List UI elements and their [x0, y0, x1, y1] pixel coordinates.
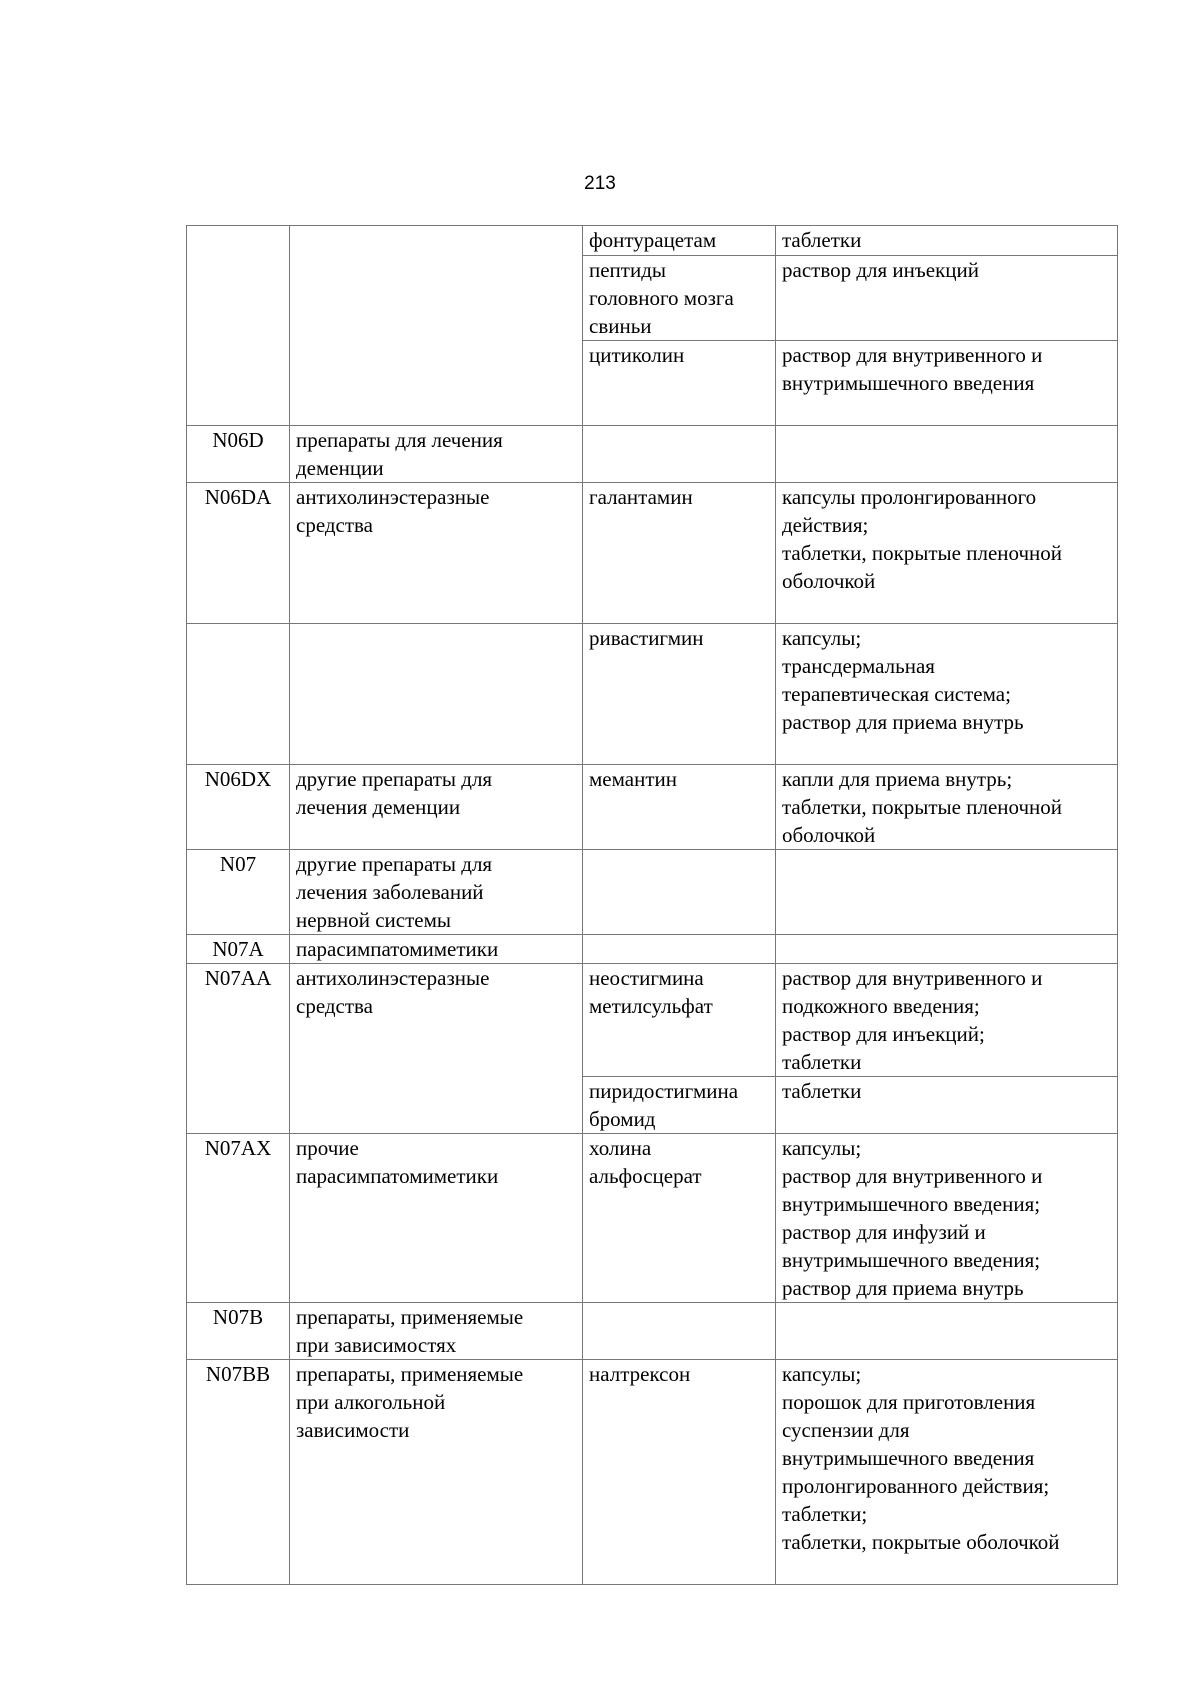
- cell-text-line: таблетки;: [782, 1502, 868, 1526]
- atc-code-cell: [187, 1303, 290, 1360]
- atc-code-cell: [187, 964, 290, 1134]
- cell-text-line: подкожного введения;: [782, 994, 980, 1018]
- group-name-cell: [290, 935, 583, 964]
- cell-text-line: N07A: [212, 937, 264, 961]
- cell-text-line: пептиды: [589, 258, 667, 282]
- group-name-cell: [290, 964, 583, 1134]
- cell-text-line: галантамин: [589, 485, 693, 509]
- cell-text-line: N07B: [212, 1305, 264, 1329]
- cell-text-line: оболочкой: [782, 823, 876, 847]
- cell-text-line: N06DA: [204, 485, 272, 509]
- dosage-form-cell: [776, 483, 1118, 624]
- dosage-form-cell: [776, 1077, 1118, 1134]
- table-row: [187, 624, 1118, 765]
- cell-text-line: альфосцерат: [589, 1164, 702, 1188]
- table-row: [187, 1134, 1118, 1303]
- atc-code-cell: [187, 765, 290, 850]
- drug-name-cell: [583, 226, 776, 256]
- cell-text-line: цитиколин: [589, 343, 685, 367]
- cell-text-line: внутримышечного введения;: [782, 1192, 1041, 1216]
- table-row: [187, 964, 1118, 1077]
- cell-text-line: терапевтическая система;: [782, 682, 1011, 706]
- cell-text-line: N06D: [212, 428, 264, 452]
- drug-name-cell: [583, 341, 776, 426]
- cell-text-line: раствор для инъекций: [782, 258, 979, 282]
- table-row: [187, 1360, 1118, 1585]
- group-name-cell: [290, 426, 583, 483]
- atc-code-cell: [187, 226, 290, 426]
- dosage-form-cell: [776, 341, 1118, 426]
- drug-name-cell: [583, 765, 776, 850]
- dosage-form-cell: [776, 226, 1118, 256]
- table-row: [187, 226, 1118, 256]
- group-name-cell: [290, 1134, 583, 1303]
- cell-text-line: препараты для лечения: [296, 428, 503, 452]
- cell-text-line: парасимпатомиметики: [296, 937, 499, 961]
- cell-text-line: свиньи: [589, 314, 652, 338]
- cell-text-line: внутримышечного введения;: [782, 1248, 1041, 1272]
- cell-text-line: N06DX: [204, 767, 272, 791]
- cell-text-line: деменции: [296, 456, 384, 480]
- cell-text-line: другие препараты для: [296, 767, 493, 791]
- cell-text-line: раствор для внутривенного и: [782, 1164, 1043, 1188]
- atc-code-cell: [187, 426, 290, 483]
- dosage-form-cell: [776, 256, 1118, 341]
- cell-text-line: парасимпатомиметики: [296, 1164, 499, 1188]
- drug-name-cell: [583, 1303, 776, 1360]
- table-row: [187, 935, 1118, 964]
- dosage-form-cell: [776, 935, 1118, 964]
- cell-text-line: мемантин: [589, 767, 677, 791]
- cell-text-line: оболочкой: [782, 569, 876, 593]
- cell-text-line: при зависимостях: [296, 1333, 457, 1357]
- drug-name-cell: [583, 483, 776, 624]
- cell-text-line: прочие: [296, 1136, 359, 1160]
- table-row: [187, 850, 1118, 935]
- group-name-cell: [290, 1303, 583, 1360]
- drug-name-cell: [583, 964, 776, 1077]
- table-row: [187, 765, 1118, 850]
- page-number: 213: [584, 173, 616, 194]
- group-name-cell: [290, 624, 583, 765]
- cell-text-line: нервной системы: [296, 908, 451, 932]
- cell-text-line: капсулы пролонгированного: [782, 485, 1037, 509]
- table-row: [187, 426, 1118, 483]
- group-name-cell: [290, 850, 583, 935]
- cell-text-line: головного мозга: [589, 286, 734, 310]
- atc-code-cell: [187, 1360, 290, 1585]
- table-row: [187, 1303, 1118, 1360]
- cell-text-line: таблетки: [782, 228, 862, 252]
- cell-text-line: N07: [219, 852, 257, 876]
- cell-text-line: N07BB: [205, 1362, 271, 1386]
- dosage-form-cell: [776, 1303, 1118, 1360]
- drug-name-cell: [583, 426, 776, 483]
- cell-text-line: внутримышечного введения: [782, 371, 1035, 395]
- dosage-form-cell: [776, 1134, 1118, 1303]
- cell-text-line: пролонгированного действия;: [782, 1474, 1050, 1498]
- cell-text-line: таблетки: [782, 1050, 862, 1074]
- group-name-cell: [290, 483, 583, 624]
- drug-name-cell: [583, 624, 776, 765]
- cell-text-line: зависимости: [296, 1418, 410, 1442]
- group-name-cell: [290, 1360, 583, 1585]
- dosage-form-cell: [776, 964, 1118, 1077]
- table-row: [187, 483, 1118, 624]
- atc-code-cell: [187, 483, 290, 624]
- cell-text-line: раствор для приема внутрь: [782, 710, 1024, 734]
- dosage-form-cell: [776, 426, 1118, 483]
- drug-name-cell: [583, 850, 776, 935]
- cell-text-line: препараты, применяемые: [296, 1305, 524, 1329]
- cell-text-line: холина: [589, 1136, 652, 1160]
- group-name-cell: [290, 226, 583, 426]
- cell-text-line: трансдермальная: [782, 654, 935, 678]
- drug-name-cell: [583, 1077, 776, 1134]
- cell-text-line: налтрексон: [589, 1362, 691, 1386]
- group-name-cell: [290, 765, 583, 850]
- cell-text-line: лечения деменции: [296, 795, 461, 819]
- cell-text-line: неостигмина: [589, 966, 704, 990]
- cell-text-line: действия;: [782, 513, 869, 537]
- cell-text-line: антихолинэстеразные: [296, 966, 490, 990]
- cell-text-line: порошок для приготовления: [782, 1390, 1036, 1414]
- cell-text-line: бромид: [589, 1107, 656, 1131]
- atc-code-cell: [187, 624, 290, 765]
- cell-text-line: другие препараты для: [296, 852, 493, 876]
- cell-text-line: метилсульфат: [589, 994, 713, 1018]
- cell-text-line: раствор для инфузий и: [782, 1220, 986, 1244]
- cell-text-line: средства: [296, 994, 374, 1018]
- cell-text-line: капсулы;: [782, 1362, 862, 1386]
- drug-table: [186, 225, 1118, 1585]
- drug-name-cell: [583, 256, 776, 341]
- atc-code-cell: [187, 1134, 290, 1303]
- cell-text-line: N07AA: [204, 966, 272, 990]
- atc-code-cell: [187, 935, 290, 964]
- cell-text-line: раствор для приема внутрь: [782, 1276, 1024, 1300]
- dosage-form-cell: [776, 1360, 1118, 1585]
- cell-text-line: антихолинэстеразные: [296, 485, 490, 509]
- drug-name-cell: [583, 935, 776, 964]
- atc-code-cell: [187, 850, 290, 935]
- drug-name-cell: [583, 1134, 776, 1303]
- cell-text-line: таблетки, покрытые оболочкой: [782, 1530, 1060, 1554]
- cell-text-line: раствор для внутривенного и: [782, 343, 1043, 367]
- dosage-form-cell: [776, 624, 1118, 765]
- cell-text-line: лечения заболеваний: [296, 880, 484, 904]
- cell-text-line: N07AX: [204, 1136, 272, 1160]
- cell-text-line: средства: [296, 513, 374, 537]
- cell-text-line: раствор для инъекций;: [782, 1022, 985, 1046]
- cell-text-line: фонтурацетам: [589, 228, 717, 252]
- cell-text-line: пиридостигмина: [589, 1079, 739, 1103]
- cell-text-line: препараты, применяемые: [296, 1362, 524, 1386]
- cell-text-line: таблетки: [782, 1079, 862, 1103]
- cell-text-line: раствор для внутривенного и: [782, 966, 1043, 990]
- cell-text-line: внутримышечного введения: [782, 1446, 1035, 1470]
- cell-text-line: суспензии для: [782, 1418, 910, 1442]
- drug-name-cell: [583, 1360, 776, 1585]
- cell-text-line: ривастигмин: [589, 626, 704, 650]
- cell-text-line: при алкогольной: [296, 1390, 446, 1414]
- cell-text-line: таблетки, покрытые пленочной: [782, 541, 1063, 565]
- cell-text-line: капсулы;: [782, 626, 862, 650]
- cell-text-line: капсулы;: [782, 1136, 862, 1160]
- dosage-form-cell: [776, 765, 1118, 850]
- cell-text-line: таблетки, покрытые пленочной: [782, 795, 1063, 819]
- cell-text-line: капли для приема внутрь;: [782, 767, 1013, 791]
- dosage-form-cell: [776, 850, 1118, 935]
